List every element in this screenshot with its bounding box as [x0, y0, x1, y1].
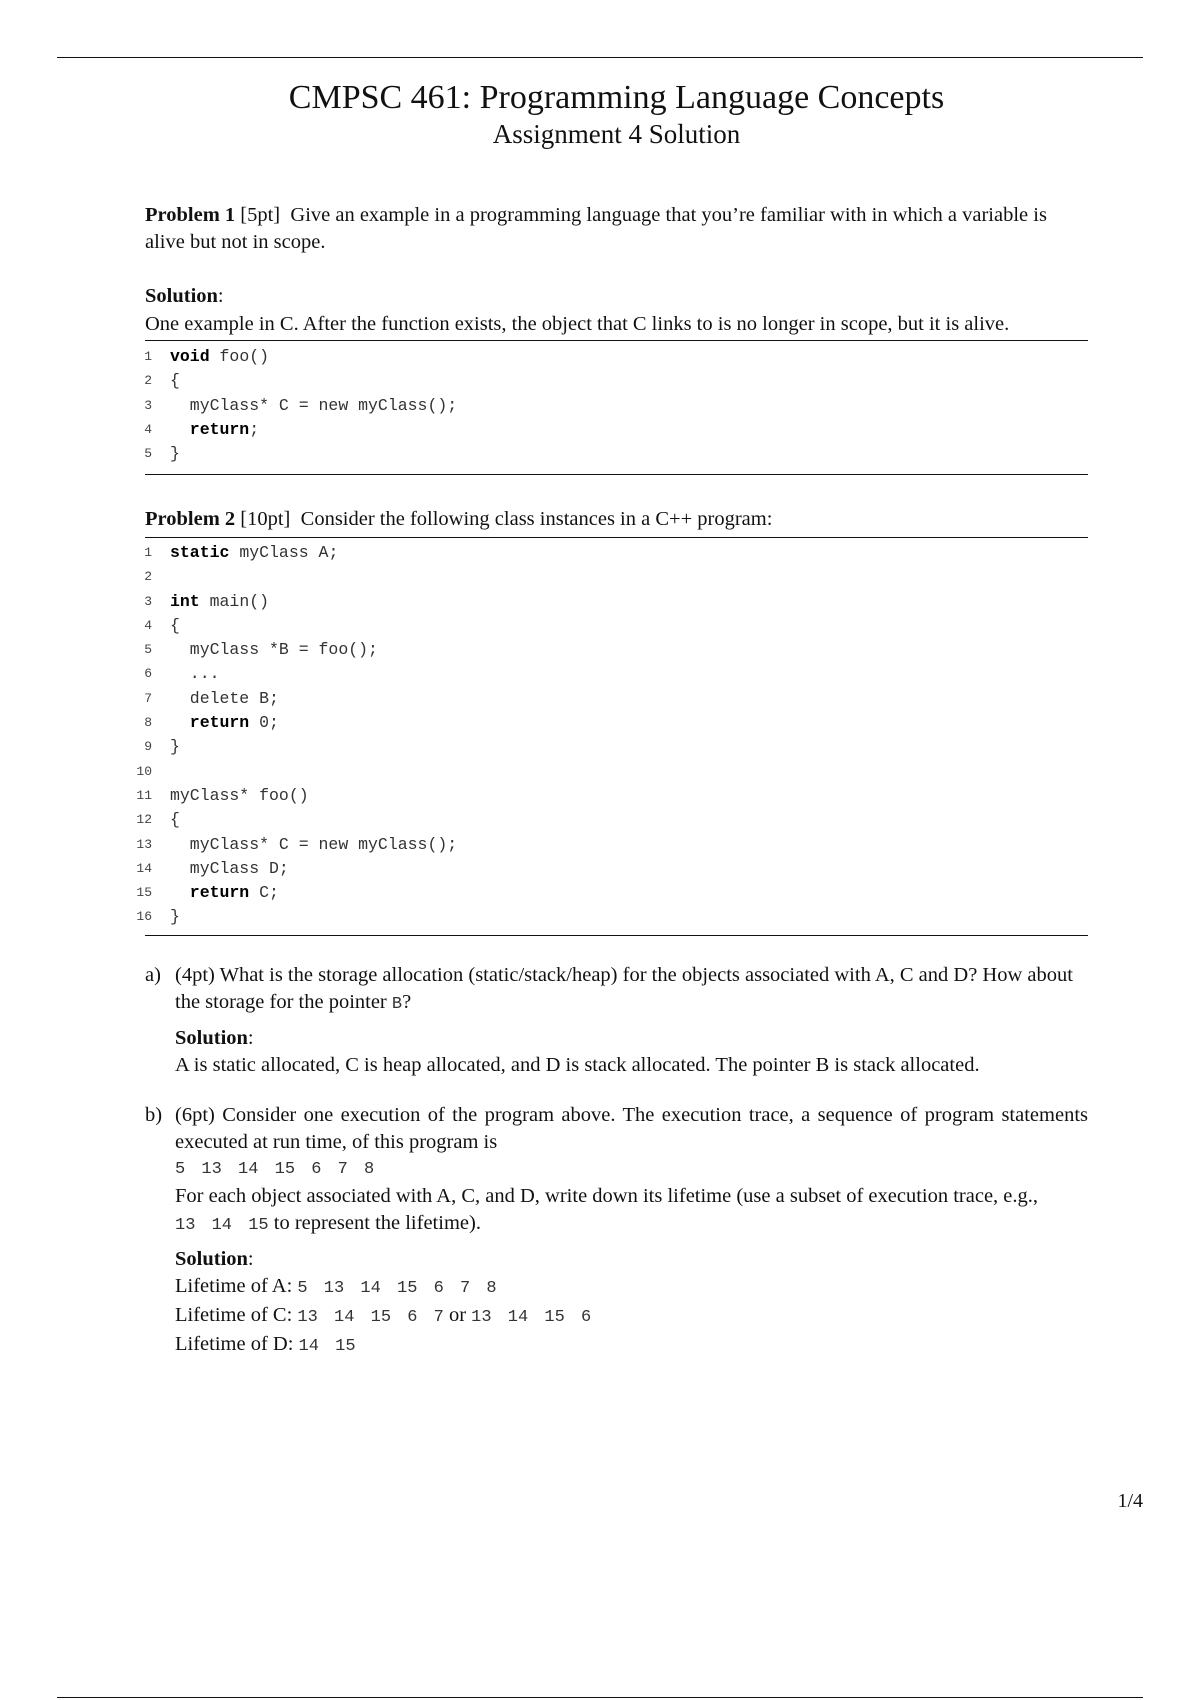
code-text [170, 881, 279, 905]
code-line [120, 442, 1088, 466]
code-line [120, 565, 1088, 589]
code-bottom-rule [145, 935, 1088, 936]
part-a-body [175, 962, 1088, 1079]
code-text [170, 541, 338, 565]
code-text [170, 784, 309, 808]
problem2-statement [145, 506, 1088, 533]
code-line [120, 662, 1088, 686]
code-line [120, 711, 1088, 735]
code-keyword: return [170, 883, 250, 903]
code-text [170, 638, 378, 662]
code-text [170, 418, 259, 442]
code-text [170, 735, 180, 759]
top-rule [57, 57, 1143, 58]
code-line [120, 345, 1088, 369]
part-a-solution-heading: Solution: [175, 1027, 254, 1049]
code-rest: main() [199, 591, 270, 611]
line-number: 9 [144, 739, 152, 755]
code-line [120, 394, 1088, 418]
code-line [120, 614, 1088, 638]
page-title: CMPSC 461: Programming Language Concepts [288, 79, 945, 116]
code-rest: { [170, 615, 180, 635]
problem2-code-listing [120, 541, 1088, 930]
code-text [170, 345, 269, 369]
code-text [170, 711, 279, 735]
lifetime-c-label: Lifetime of C: [175, 1304, 293, 1326]
code-text [170, 590, 269, 614]
code-keyword: void [170, 347, 210, 366]
line-number: 14 [136, 860, 152, 876]
line-number: 10 [136, 763, 152, 779]
line-number: 2 [144, 373, 152, 389]
code-top-rule [145, 340, 1088, 341]
problem2-points: [10pt] [240, 508, 291, 530]
line-number: 11 [136, 787, 152, 803]
line-number: 15 [136, 885, 152, 901]
lifetime-c-value-1: 13 14 15 6 7 [297, 1308, 444, 1327]
part-b-question: (6pt) Consider one execution of the program above. The execution trace, a sequence of program statements executed at run time, of this program is [175, 1104, 1088, 1153]
lifetime-d-label: Lifetime of D: [175, 1333, 294, 1355]
line-number: 6 [144, 666, 152, 682]
part-a-question-text: (4pt) What is the storage allocation (static/stack/heap) for the objects associated with A, C and D? How about the storage for the pointer [175, 964, 1073, 1013]
code-rest: { [170, 810, 180, 830]
problem2-text: Consider the following class instances in a C++ program: [300, 508, 773, 530]
bottom-rule [57, 1697, 1143, 1698]
code-text [170, 442, 180, 466]
page-subtitle: Assignment 4 Solution [492, 119, 741, 149]
code-rest: ; [249, 419, 260, 439]
problem1-solution-heading: Solution: [145, 285, 224, 307]
code-text [170, 614, 180, 638]
line-number: 13 [136, 836, 152, 852]
code-line [120, 905, 1088, 929]
lifetime-d-value: 14 15 [298, 1337, 356, 1356]
line-number: 8 [144, 715, 152, 731]
part-a-question-end: ? [402, 991, 412, 1013]
page-number: 1/4 [1117, 1490, 1143, 1512]
lifetime-a [175, 1273, 1088, 1302]
code-line [120, 418, 1088, 442]
code-line [120, 687, 1088, 711]
line-number: 7 [144, 690, 152, 706]
part-b-body [175, 1102, 1088, 1360]
part-b-label: b) [145, 1104, 163, 1126]
code-line [120, 784, 1088, 808]
line-number: 12 [136, 812, 152, 828]
code-keyword: return [170, 419, 250, 439]
part-b-solution-heading: Solution: [175, 1248, 254, 1270]
problem1-points: [5pt] [240, 204, 281, 226]
code-rest: { [170, 371, 180, 391]
line-number: 2 [144, 569, 152, 585]
part-a-question [175, 962, 1088, 1018]
code-rest: myClass* foo() [170, 785, 309, 805]
code-line [120, 590, 1088, 614]
code-rest: delete B; [170, 688, 279, 708]
code-keyword: static [170, 543, 230, 562]
code-text [170, 687, 279, 711]
pointer-b-code: B [391, 995, 403, 1014]
line-number: 5 [144, 446, 152, 462]
code-rest: } [170, 907, 180, 927]
code-rest: } [170, 737, 180, 757]
line-number: 16 [136, 909, 152, 925]
problem2-label: Problem 2 [145, 508, 236, 530]
code-text [170, 369, 180, 393]
lifetime-c-or: or [448, 1304, 467, 1326]
line-number: 1 [144, 545, 152, 560]
execution-trace: 5 13 14 15 6 7 8 [175, 1160, 375, 1179]
code-line [120, 857, 1088, 881]
lifetime-a-label: Lifetime of A: [175, 1275, 293, 1297]
code-rest: myClass D; [170, 858, 289, 878]
problem1-statement [145, 202, 1088, 256]
solution-label: Solution [175, 1248, 248, 1270]
code-rest: 0; [249, 713, 279, 733]
code-line [120, 735, 1088, 759]
code-text [170, 662, 220, 686]
code-rest: myClass *B = foo(); [170, 640, 378, 660]
code-text [170, 394, 457, 418]
code-line [120, 808, 1088, 832]
code-rest: myClass A; [229, 543, 339, 562]
code-rest: myClass* C = new myClass(); [170, 395, 458, 415]
part-a-solution-text: A is static allocated, C is heap allocated, and D is stack allocated. The pointer B is stack allocated. [175, 1054, 980, 1076]
code-text [170, 857, 289, 881]
code-top-rule [145, 537, 1088, 538]
part-b-instruction [175, 1183, 1088, 1239]
problem1-solution-text: One example in C. After the function exists, the object that C links to is no longer in scope, but it is alive. [145, 313, 1010, 335]
part-a-label: a) [145, 964, 161, 986]
code-rest: C; [249, 883, 279, 903]
line-number: 1 [144, 349, 152, 364]
problem1-text: Give an example in a programming language that you’re familiar with in which a variable is alive but not in scope. [145, 204, 1047, 253]
line-number: 4 [144, 617, 152, 633]
lifetime-a-value: 5 13 14 15 6 7 8 [297, 1279, 497, 1298]
solution-label: Solution [175, 1027, 248, 1049]
instruction-end: to represent the lifetime). [273, 1212, 481, 1234]
solution-label: Solution [145, 285, 218, 307]
code-bottom-rule [145, 474, 1088, 475]
line-number: 3 [144, 593, 152, 609]
code-rest: foo() [209, 347, 270, 366]
code-line [120, 369, 1088, 393]
line-number: 5 [144, 642, 152, 658]
code-rest: ... [170, 664, 220, 684]
line-number: 3 [144, 397, 152, 413]
code-text [170, 833, 457, 857]
code-line [120, 833, 1088, 857]
code-keyword: int [170, 591, 200, 611]
code-text [170, 905, 180, 929]
code-rest: } [170, 444, 180, 464]
example-trace: 13 14 15 [175, 1216, 269, 1235]
line-number: 4 [144, 421, 152, 437]
lifetime-c-value-2: 13 14 15 6 [471, 1308, 592, 1327]
lifetime-d [175, 1331, 1088, 1360]
code-line [120, 541, 1088, 565]
problem1-code-listing [120, 345, 1088, 466]
code-rest: myClass* C = new myClass(); [170, 834, 458, 854]
problem1-label: Problem 1 [145, 204, 236, 226]
instruction-text: For each object associated with A, C, and D, write down its lifetime (use a subset of execution trace, e.g., [175, 1185, 1039, 1207]
code-text [170, 808, 180, 832]
lifetime-c [175, 1302, 1088, 1331]
code-keyword: return [170, 713, 250, 733]
code-line [120, 638, 1088, 662]
code-line [120, 881, 1088, 905]
code-line [120, 760, 1088, 784]
